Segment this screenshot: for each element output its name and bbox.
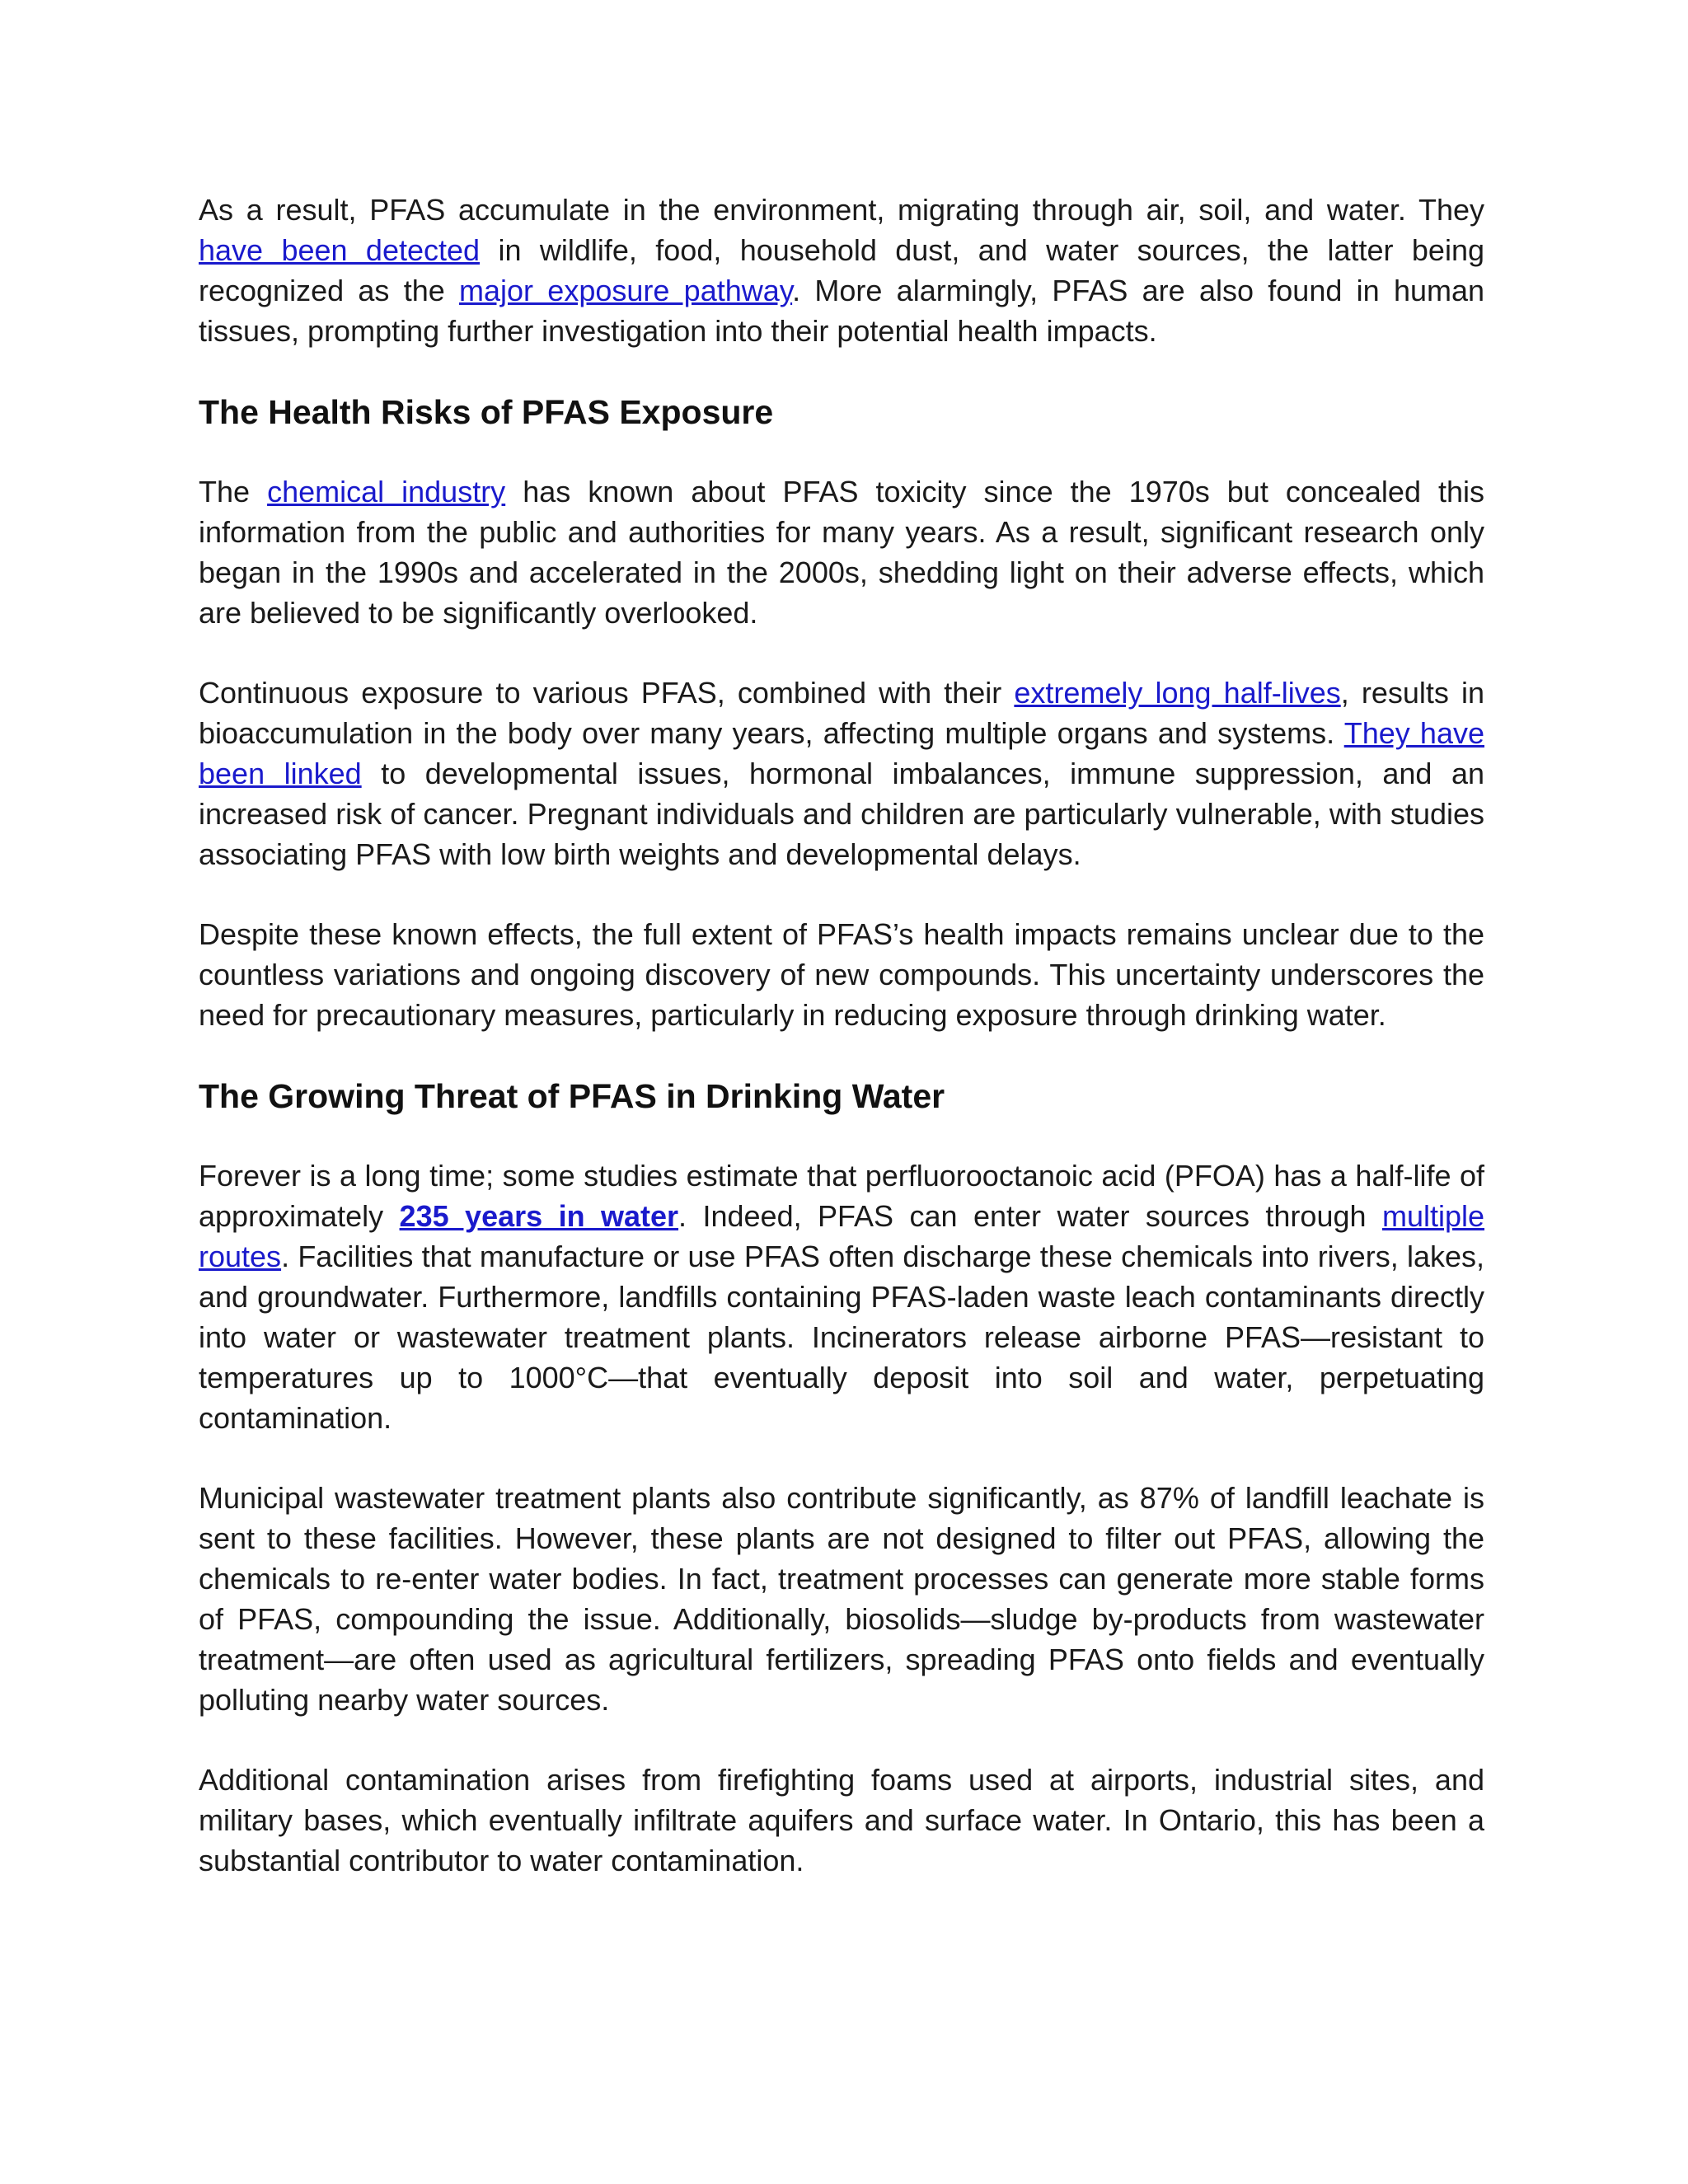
drinking-water-p1-text-1: Forever is a long time; some studies estimate that perfluorooctanoic acid (PFOA) has a half-life of approximately xyxy=(199,1159,1484,1233)
drinking-water-paragraph-3 xyxy=(199,1760,1484,1881)
have-been-detected-link[interactable]: have been detected xyxy=(199,233,481,267)
drinking-water-p3-text-1: Additional contamination arises from firefighting foams used at airports, industrial sites, and military bases, which eventually infiltrate aquifers and surface water. In Ontario, this has been a substantial contributor to water contamination. xyxy=(199,1763,1484,1877)
health-risks-p1-text-2: has known about PFAS toxicity since the 1970s but concealed this information from the public and authorities for many years. As a result, significant research only began in the 1990s and accelerated in the 2000s, shedding light on their adverse effects, which are believed to be significantly overlooked. xyxy=(199,475,1484,630)
major-exposure-pathway-link[interactable]: major exposure pathway xyxy=(459,274,793,307)
intro-text-2: in wildlife, food, household dust, and water sources, the latter being recognized as the xyxy=(199,233,1484,307)
they-have-been-linked-link[interactable]: They have been linked xyxy=(199,716,1484,790)
drinking-water-p1-text-3: . Facilities that manufacture or use PFAS often discharge these chemicals into rivers, lakes, and groundwater. Furthermore, landfills containing PFAS-laden waste leach contaminants directly into water or wastewater treatment plants. Incinerators release airborne PFAS—resistant to temperatures up to 1000°C—that eventually deposit into soil and water, perpetuating contamination. xyxy=(199,1240,1484,1435)
health-risks-p3-text-1: Despite these known effects, the full extent of PFAS’s health impacts remains unclear due to the countless variations and ongoing discovery of new compounds. This uncertainty underscores the need for precautionary measures, particularly in reducing exposure through drinking water. xyxy=(199,917,1484,1032)
health-risks-paragraph-3 xyxy=(199,914,1484,1035)
health-risks-p2-text-1: Continuous exposure to various PFAS, combined with their xyxy=(199,676,1015,710)
health-risks-paragraph-1 xyxy=(199,471,1484,633)
235-years-in-water-link[interactable]: 235 years in water xyxy=(399,1199,679,1233)
intro-text-1: As a result, PFAS accumulate in the environment, migrating through air, soil, and water. They xyxy=(199,193,1484,227)
drinking-water-paragraph-2 xyxy=(199,1478,1484,1720)
drinking-water-paragraph-1 xyxy=(199,1155,1484,1438)
drinking-water-heading: The Growing Threat of PFAS in Drinking Water xyxy=(199,1077,945,1115)
extremely-long-half-lives-link[interactable]: extremely long half-lives xyxy=(1014,676,1341,710)
document-page xyxy=(199,190,1484,1920)
health-risks-p2-text-2: , results in bioaccumulation in the body over many years, affecting multiple organs and systems. xyxy=(199,676,1485,750)
health-risks-p2-text-3: to developmental issues, hormonal imbalances, immune suppression, and an increased risk of cancer. Pregnant individuals and children are particularly vulnerable, with studies associating PFAS with low birth weights and developmental delays. xyxy=(199,757,1484,871)
intro-text-3: . More alarmingly, PFAS are also found in human tissues, prompting further investigation into their potential health impacts. xyxy=(199,274,1485,348)
health-risks-paragraph-2 xyxy=(199,673,1484,874)
health-risks-p1-text-1: The xyxy=(199,475,268,509)
drinking-water-p1-text-2: . Indeed, PFAS can enter water sources through xyxy=(678,1199,1382,1233)
drinking-water-p2-text-1: Municipal wastewater treatment plants also contribute significantly, as 87% of landfill leachate is sent to these facilities. However, these plants are not designed to filter out PFAS, allowing the chemicals to re-enter water bodies. In fact, treatment processes can generate more stable forms of PFAS, compounding the issue. Additionally, biosolids—sludge by-products from wastewater treatment—are often used as agricultural fertilizers, spreading PFAS onto fields and eventually polluting nearby water sources. xyxy=(199,1481,1484,1717)
health-risks-heading: The Health Risks of PFAS Exposure xyxy=(199,393,774,431)
intro-paragraph xyxy=(199,190,1484,351)
multiple-routes-link[interactable]: multiple routes xyxy=(199,1199,1485,1273)
chemical-industry-link[interactable]: chemical industry xyxy=(267,475,506,509)
